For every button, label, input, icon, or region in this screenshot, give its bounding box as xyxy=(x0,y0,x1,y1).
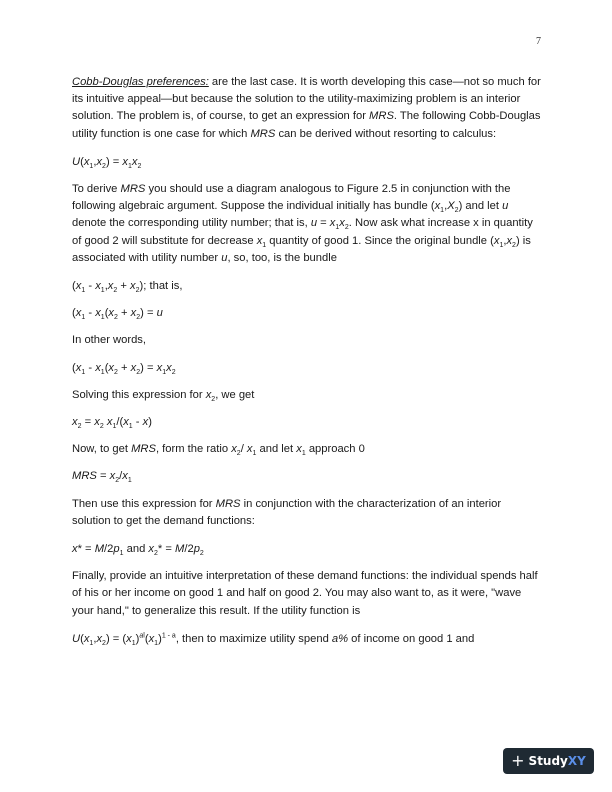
equation-equal-utility: ($x_1 - x_1(x_2 + x_2) = x_1x_2$ xyxy=(72,361,176,376)
paragraph-derive-mrs: To derive MRS you should use a diagram analogous to Figure 2.5 in conjunction with the following algebraic argument. Suppose the individual initially has bundle $(x_1,X_2)$ and let u denote the corresponding utility number; that is, $u = x_1x_2$. Now ask what increase x in quantity of good 2 will substitute for decrease $x_1$ quantity of good 1. Since the original bundle $(x_1,x_2)$ is associated with utility number u, so, too, is the bundle xyxy=(72,183,533,264)
section-heading: Cobb-Douglas preferences: xyxy=(72,76,209,88)
document-body xyxy=(72,74,542,659)
paragraph-form-ratio: Now, to get MRS, form the ratio $x_2/$ $x_1$ and let $x_1$ approach 0 xyxy=(72,443,365,458)
equation-mrs: MRS = $x_2/x_1$ xyxy=(72,470,132,485)
equation-utility-function: $U(x_1,x_2) = x_1x_2$ xyxy=(72,155,142,171)
paragraph-solving: Solving this expression for $x_2$, we get xyxy=(72,388,255,404)
paragraph-interior-solution: Then use this expression for MRS in conjunction with the characterization of an interior solution to get the demand functions: xyxy=(72,497,502,527)
paragraph-interpretation: Finally, provide an intuitive interpretation of these demand functions: the individual spends half of his or her income on good 1 and half on good 2. You may also want to, as it were, "wave your hand," to generalize this result. If the utility function is xyxy=(72,570,538,617)
paragraph-generalize: $U(x_1,x_2) = (x_1)^{al}(x_1)^{1 - a}$, then to maximize utility spend a% of income on good 1 and xyxy=(72,632,475,648)
page-number: 7 xyxy=(536,36,541,47)
text-in-other-words: In other words, xyxy=(72,334,146,347)
equation-solution: $x_2 = x_2$ $x_1/(x_1 - x)$ xyxy=(72,416,152,431)
studyxy-logo[interactable] xyxy=(503,748,594,774)
logo-text-study: Study xyxy=(528,754,568,768)
plus-icon: + xyxy=(511,751,525,770)
equation-new-bundle: $(x_1 - x_1,x_2 + x_2)$; that is, xyxy=(72,280,183,295)
equation-utility-equals-u: ($x_1 - x_1(x_2 + x_2) = u$ xyxy=(72,307,163,322)
logo-text-xy: XY xyxy=(567,754,586,768)
paragraph-cobb-douglas-intro: Cobb-Douglas preferences: are the last case. It is worth developing this case—not so much for its intuitive appeal—but because the solution to the utility-maximizing problem is an interior solution. The problem is, of course, to get an expression for MRS. The following Cobb-Douglas utility function is one case for which MRS can be derived without resorting to calculus: xyxy=(72,76,541,140)
equation-demand-functions: $x* = M/2p_1$ and $x_2* = M/2p_2$ xyxy=(72,543,204,558)
